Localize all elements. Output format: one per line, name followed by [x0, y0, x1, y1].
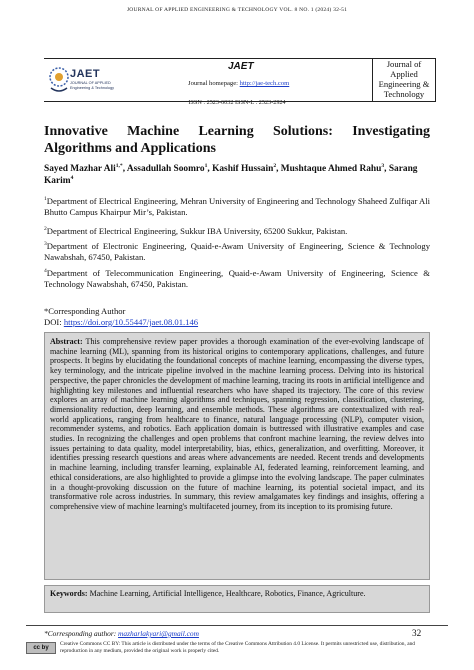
affiliation-text: Department of Electrical Engineering, Mehran University of Engineering and Technology Shaheed Zulfiqar Ali Bhutto Campus Khairpur Mir’s, Pakistan. [44, 196, 431, 217]
title-line-2: Algorithms and Applications [44, 141, 216, 156]
affiliation-text: Department of Electronic Engineering, Quaid-e-Awam University of Engineering, Science & Technology Nawabshah, 67450, Pakistan. [44, 241, 430, 262]
journal-box-line: Technology [383, 89, 425, 99]
abstract-box [44, 332, 430, 580]
journal-title-box [372, 58, 436, 102]
title-word: Solutions: [272, 124, 333, 139]
corresponding-label: *Corresponding Author [44, 306, 126, 316]
abstract-label: Abstract: [50, 337, 83, 346]
journal-short-name: JAET [228, 61, 254, 72]
author-affiliation-mark: 3 [381, 162, 385, 169]
journal-logo [48, 60, 132, 100]
paper-title [44, 123, 430, 157]
keywords-label: Keywords: [50, 589, 88, 598]
affiliation-number: 4 [44, 268, 47, 275]
affiliation-number: 2 [44, 226, 47, 233]
affiliation-4 [44, 268, 430, 290]
doi-link[interactable]: https://doi.org/10.55447/jaet.08.01.146 [63, 317, 199, 327]
author-name: Assadullah Soomro [126, 164, 205, 174]
author-affiliation-mark: 4 [70, 174, 74, 181]
keywords-box [44, 585, 430, 613]
abstract-body [50, 337, 424, 512]
running-header: JOURNAL OF APPLIED ENGINEERING & TECHNOLOGY VOL. 8 NO. 1 (2024) 32-51 [126, 7, 348, 13]
keywords-text: Machine Learning, Artificial Intelligence, Healthcare, Robotics, Finance, Agriculture. [89, 589, 366, 598]
journal-box-line: Journal of [386, 59, 422, 69]
author-affiliation-mark: 1 [204, 162, 208, 169]
journal-box-line: Engineering & [378, 79, 430, 89]
author-name: Sarang Karim [44, 164, 418, 186]
affiliation-1 [44, 196, 430, 218]
affiliation-text: Department of Electrical Engineering, Sukkur IBA University, 65200 Sukkur, Pakistan. [46, 226, 348, 236]
journal-homepage [188, 80, 289, 87]
page-number: 32 [412, 628, 422, 638]
license-text: Creative Commons CC BY: This article is distributed under the terms of the Creative Commons Attribution 4.0 License. It permits unrestricted use, distribution, and reproduction in any medium, provided the original work is properly cited. [60, 641, 415, 654]
author-name: Kashif Hussain [212, 164, 274, 174]
affiliation-text: Department of Telecommunication Engineering, Quaid-e-Awam University of Engineering, Science & Technology Nawabshah, 67450, Pakistan. [44, 268, 430, 289]
cc-license-badge[interactable]: cc by [26, 642, 56, 654]
author-name: Mushtaque Ahmed Rahu [280, 164, 382, 174]
title-word: Machine [127, 124, 180, 139]
affiliation-number: 3 [44, 241, 47, 248]
corresponding-email-footnote [44, 629, 199, 638]
email-link[interactable]: mazharlakyari@gmail.com [118, 629, 199, 638]
title-word: Learning [198, 124, 254, 139]
affiliation-3 [44, 241, 430, 263]
doi-label: DOI: [44, 317, 64, 327]
doi-line [44, 317, 430, 328]
author-affiliation-mark: 1,* [115, 162, 123, 169]
affiliation-number: 1 [44, 196, 47, 203]
homepage-label: Journal homepage: [188, 80, 240, 87]
logo-emblem-icon [48, 64, 70, 94]
author-affiliation-mark: 2 [273, 162, 277, 169]
footer-rule [26, 625, 448, 626]
email-label: *Corresponding author: [44, 629, 119, 638]
title-word: Investigating [352, 124, 430, 139]
corresponding-block [44, 306, 430, 328]
affiliation-2 [44, 226, 430, 237]
logo-text: JAET [70, 68, 101, 80]
journal-box-line: Applied [390, 69, 418, 79]
abstract-text: This comprehensive review paper provides a thorough examination of the ever-evolving landscape of machine learning (ML), spanning from its historical origins to contemporary applications, challenges, and future prospects. It begins by elucidating the foundational concepts of machine learning, encompassing the diverse types, key terminology, and the intricate pipeline involved in the machine learning process. Delving into its historical perspective, the paper chronicles the development of machine learning, tracing its roots in artificial intelligence and highlighting key milestones and influential researchers who have shaped its trajectory. The core of this review explores an array of machine learning algorithms and techniques, spanning regression, classification, clustering, dimensionality reduction, deep learning, and ensemble methods. These algorithms are contextualized with real-world applications, ranging from healthcare to finance, natural language processing (NLP), computer vision, recommender systems, and robotics. Each application domain is buttressed with illustrative examples and case studies. In recognizing the challenges and open problems that confront machine learning, the review delves into issues pertaining to data quality, model interpretability, bias, ethics, generalization, and overfitting. Moreover, it identifies pressing research questions and areas where advancements are needed. Recent trends and developments in machine learning, including transfer learning, explainable AI, federated learning, reinforcement learning, and ethical considerations, are also highlighted to provide a glimpse into the evolving landscape. The paper culminates in a thought-provoking discussion on the future of machine learning, its potential societal impact, and its transformative role across industries. In summary, this review amalgamates key findings and insights, offering a comprehensive view of machine learning's multifaceted journey, from its inception to its promising future. [50, 337, 424, 511]
title-word: Innovative [44, 124, 108, 139]
author-name: Sayed Mazhar Ali [44, 164, 116, 174]
logo-subtext: JOURNAL OF APPLIED Engineering & Technology [70, 81, 115, 90]
issn-line: ISSN : 2523-6032 ISSN-L : 2523-2924 [188, 99, 286, 106]
homepage-link[interactable]: http://jae-tech.com [239, 80, 290, 87]
author-list: Sayed Mazhar Ali$^{1,*}$, Assadullah Soomro$^1$, Kashif Hussain$^2$, Mushtaque Ahmed Rahu$^3$, Sarang Karim$^4$ [44, 162, 418, 186]
